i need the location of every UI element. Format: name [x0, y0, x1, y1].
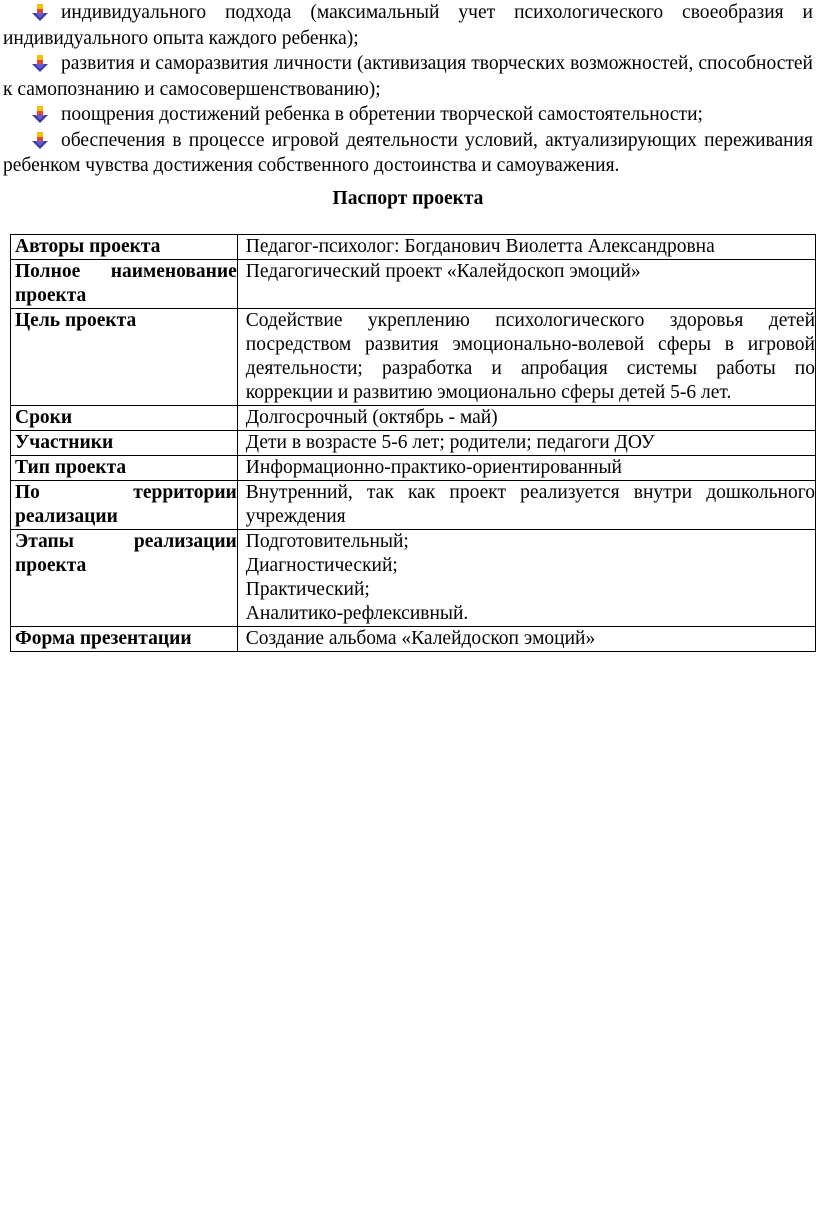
row-label: По территории реализации — [11, 481, 238, 530]
row-value: Дети в возрасте 5-6 лет; родители; педагоги ДОУ — [237, 431, 815, 456]
bullet-item — [3, 128, 813, 179]
row-label: Форма презентации — [11, 627, 238, 652]
row-value: Педагог-психолог: Богданович Виолетта Александровна — [237, 235, 815, 260]
table-row — [11, 235, 816, 260]
bullet-item — [3, 51, 813, 102]
row-label: Этапы реализации проекта — [11, 530, 238, 627]
down-arrow-bullet-icon — [31, 4, 49, 22]
row-label: Полное наименование проекта — [11, 260, 238, 309]
row-label: Авторы проекта — [11, 235, 238, 260]
row-label: Участники — [11, 431, 238, 456]
row-label: Тип проекта — [11, 456, 238, 481]
table-row — [11, 260, 816, 309]
bullet-text: развития и саморазвития личности (активизация творческих возможностей, способностей к самопознанию и самосовершенствованию); — [3, 53, 813, 100]
stage-item: Практический; — [245, 579, 370, 600]
stage-item: Аналитико-рефлексивный. — [245, 603, 469, 624]
down-arrow-bullet-icon — [31, 55, 49, 73]
project-passport-table — [10, 234, 816, 652]
table-row — [11, 481, 816, 530]
bullet-text: обеспечения в процессе игровой деятельности условий, актуализирующих переживания ребенком чувства достижения собственного достоинства и самоуважения. — [3, 129, 813, 176]
bullet-item — [3, 0, 813, 51]
row-label: Сроки — [11, 406, 238, 431]
table-row — [11, 406, 816, 431]
row-value: Внутренний, так как проект реализуется внутри дошкольного учреждения — [237, 481, 815, 530]
down-arrow-bullet-icon — [31, 106, 49, 124]
passport-title: Паспорт проекта — [332, 188, 484, 209]
stage-item: Подготовительный; — [245, 531, 409, 552]
row-value: Долгосрочный (октябрь - май) — [237, 406, 815, 431]
table-row — [11, 431, 816, 456]
table-row — [11, 530, 816, 627]
row-value: Содействие укреплению психологического здоровья детей посредством развития эмоционально-волевой сферы в игровой деятельности; разработка и апробация системы работы по коррекции и развитию эмоционально сферы детей 5-6 лет. — [237, 309, 815, 406]
row-value: Информационно-практико-ориентированный — [237, 456, 815, 481]
row-label: Цель проекта — [11, 309, 238, 406]
table-row — [11, 627, 816, 652]
principles-bullet-list — [3, 0, 813, 179]
bullet-text: поощрения достижений ребенка в обретении творческой самостоятельности; — [61, 104, 703, 125]
down-arrow-bullet-icon — [31, 132, 49, 150]
bullet-text: индивидуального подхода (максимальный учет психологического своеобразия и индивидуального опыта каждого ребенка); — [3, 2, 813, 49]
row-value: Создание альбома «Калейдоскоп эмоций» — [237, 627, 815, 652]
row-value-list — [237, 530, 815, 627]
bullet-item — [3, 102, 813, 128]
table-row — [11, 309, 816, 406]
row-value: Педагогический проект «Калейдоскоп эмоций» — [237, 260, 815, 309]
stage-item: Диагностический; — [245, 555, 398, 576]
table-row — [11, 456, 816, 481]
